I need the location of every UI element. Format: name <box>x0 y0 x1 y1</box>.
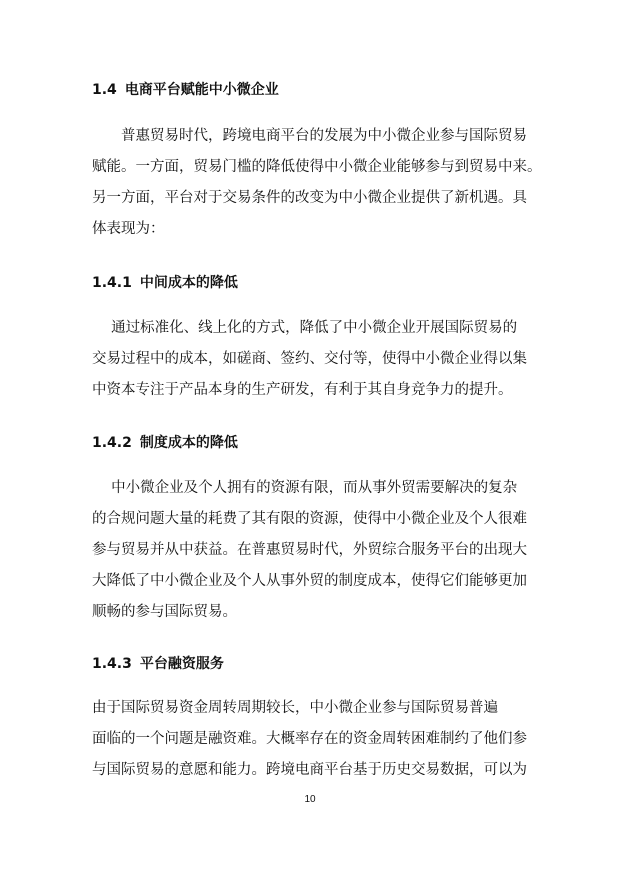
paragraph-line: 大降低了中小微企业及个人从事外贸的制度成本，使得它们能够更加 <box>92 573 527 589</box>
subsection-heading-1-4-3 <box>92 654 224 674</box>
paragraph-line: 由于国际贸易资金周转周期较长，中小微企业参与国际贸易普遍 <box>92 700 498 716</box>
subsection-number: 1.4.3 <box>92 656 132 672</box>
subsection-paragraph-1-4-3 <box>92 693 532 786</box>
paragraph-line: 通过标准化、线上化的方式，降低了中小微企业开展国际贸易的 <box>92 320 518 336</box>
paragraph-line: 赋能。一方面，贸易门槛的降低使得中小微企业能够参与到贸易中来。 <box>92 159 542 175</box>
subsection-heading-1-4-1 <box>92 273 238 293</box>
subsection-title: 平台融资服务 <box>139 656 224 672</box>
subsection-paragraph-1-4-1 <box>92 313 532 406</box>
paragraph-line: 与国际贸易的意愿和能力。跨境电商平台基于历史交易数据，可以为 <box>92 762 527 778</box>
section-heading <box>92 80 279 100</box>
paragraph-line: 体表现为： <box>92 221 165 237</box>
page-number: 10 <box>304 794 316 805</box>
paragraph-line: 顺畅的参与国际贸易。 <box>92 604 237 620</box>
section-number: 1.4 <box>92 82 117 98</box>
paragraph-line: 中小微企业及个人拥有的资源有限，而从事外贸需要解决的复杂 <box>92 480 518 496</box>
paragraph-line: 中资本专注于产品本身的生产研发，有利于其自身竞争力的提升。 <box>92 382 513 398</box>
intro-paragraph <box>92 121 542 245</box>
paragraph-line: 交易过程中的成本，如磋商、签约、交付等，使得中小微企业得以集 <box>92 351 527 367</box>
subsection-number: 1.4.2 <box>92 435 132 451</box>
paragraph-line: 的合规问题大量的耗费了其有限的资源，使得中小微企业及个人很难 <box>92 511 527 527</box>
subsection-paragraph-1-4-2 <box>92 473 532 628</box>
subsection-number: 1.4.1 <box>92 275 132 291</box>
paragraph-line: 参与贸易并从中获益。在普惠贸易时代，外贸综合服务平台的出现大 <box>92 542 527 558</box>
paragraph-line: 普惠贸易时代，跨境电商平台的发展为中小微企业参与国际贸易 <box>92 128 527 144</box>
subsection-title: 制度成本的降低 <box>139 435 238 451</box>
section-title: 电商平台赋能中小微企业 <box>124 82 279 98</box>
paragraph-line: 面临的一个问题是融资难。大概率存在的资金周转困难制约了他们参 <box>92 731 527 747</box>
subsection-heading-1-4-2 <box>92 433 238 453</box>
paragraph-line: 另一方面，平台对于交易条件的改变为中小微企业提供了新机遇。具 <box>92 190 527 206</box>
subsection-title: 中间成本的降低 <box>139 275 238 291</box>
